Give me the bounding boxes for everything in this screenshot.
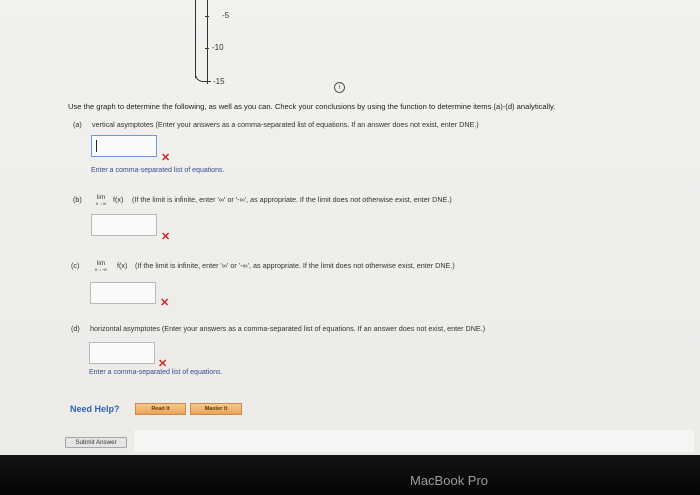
- part-d-label: (d): [71, 324, 80, 333]
- part-b-limit: [90, 194, 112, 208]
- part-c-function: f(x): [117, 261, 128, 270]
- part-c-limit: [88, 260, 114, 274]
- part-b-label: (b): [73, 195, 82, 204]
- graph-tick-label: -5: [222, 11, 230, 20]
- limit-operator: lim: [96, 194, 106, 201]
- part-b-question: (If the limit is infinite, enter '∞' or '-∞', as appropriate. If the limit does not otherwise exist, enter DNE.): [132, 195, 452, 204]
- part-a-answer-input[interactable]: [91, 135, 157, 157]
- part-b-wrong-icon: ✕: [161, 231, 171, 243]
- part-a-label: (a): [73, 120, 82, 129]
- part-c-answer-input[interactable]: [90, 282, 156, 304]
- limit-subscript: x→-∞: [94, 268, 108, 273]
- limit-subscript: x→∞: [95, 202, 107, 207]
- read-it-button[interactable]: Read It: [135, 403, 186, 415]
- graph-tick-label: -10: [212, 43, 224, 52]
- part-c-wrong-icon: ✕: [160, 297, 170, 309]
- laptop-model-label: MacBook Pro: [410, 473, 489, 488]
- graph-curve-left: [195, 0, 196, 78]
- graph-tick-label: -15: [213, 77, 225, 86]
- part-d-question: horizontal asymptotes (Enter your answers as a comma-separated list of equations. If an answer does not exist, enter DNE.): [90, 324, 486, 333]
- graph-y-axis: [207, 0, 208, 84]
- master-it-button[interactable]: Master It: [190, 403, 242, 415]
- laptop-bezel: [0, 455, 700, 495]
- part-b-answer-input[interactable]: [91, 214, 157, 236]
- part-c-question: (If the limit is infinite, enter '∞' or '-∞', as appropriate. If the limit does not otherwise exist, enter DNE.): [135, 261, 455, 270]
- part-d-hint: Enter a comma-separated list of equations.: [89, 369, 223, 376]
- graph-tick: [205, 48, 209, 49]
- graph-tick: [205, 81, 209, 82]
- submit-area: [134, 430, 694, 452]
- instructions-text: Use the graph to determine the following, as well as you can. Check your conclusions by using the function to determine items (a)-(d) analytically.: [68, 102, 556, 111]
- part-c-label: (c): [71, 261, 80, 270]
- part-a-question: vertical asymptotes (Enter your answers as a comma-separated list of equations. If an answer does not exist, enter DNE.): [92, 120, 479, 129]
- part-b-function: f(x): [113, 195, 124, 204]
- part-a-hint: Enter a comma-separated list of equations.: [91, 167, 225, 174]
- info-icon[interactable]: i: [334, 82, 345, 93]
- need-help-label: Need Help?: [70, 404, 120, 414]
- part-a-wrong-icon: ✕: [161, 152, 171, 164]
- submit-answer-button[interactable]: Submit Answer: [65, 437, 127, 448]
- text-caret: [96, 140, 97, 152]
- part-d-wrong-icon: ✕: [158, 358, 168, 370]
- limit-operator: lim: [96, 260, 106, 267]
- part-d-answer-input[interactable]: [89, 342, 155, 364]
- graph-tick: [205, 16, 209, 17]
